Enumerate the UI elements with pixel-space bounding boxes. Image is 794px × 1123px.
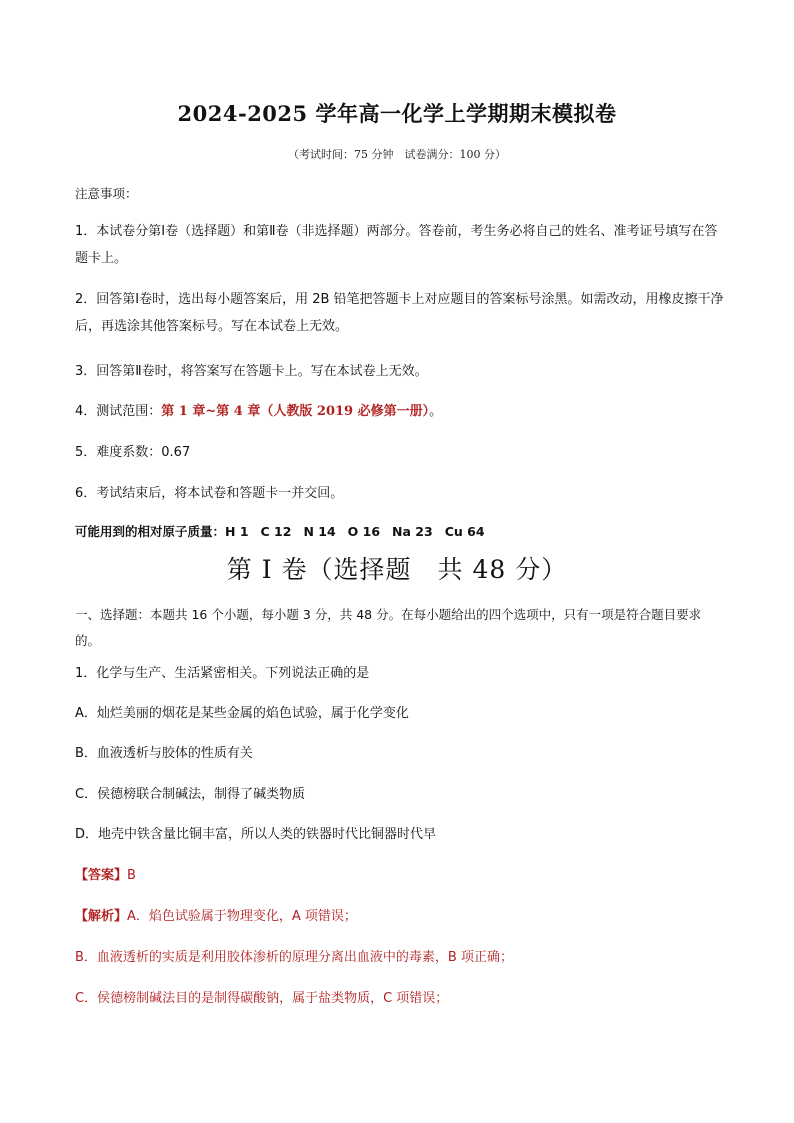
atomic-mass-cu: Cu 64 xyxy=(444,524,485,539)
analysis-text-1: A．焰色试验属于物理变化，A 项错误； xyxy=(127,909,357,924)
notice-item-1: 1．本试卷分第Ⅰ卷（选择题）和第Ⅱ卷（非选择题）两部分。答卷前，考生务必将自己的姓名、准考证号填写在答题卡上。 xyxy=(75,224,718,266)
notice-item-5: 5．难度系数：0.67 xyxy=(75,445,191,460)
question-1-option-c: C．侯德榜联合制碱法，制得了碱类物质 xyxy=(75,787,306,802)
notice-item-4 xyxy=(75,400,442,419)
test-scope: 第 1 章~第 4 章（人教版 2019 必修第一册） xyxy=(161,404,430,419)
question-1-analysis-line-2: B．血液透析的实质是利用胶体渗析的原理分离出血液中的毒素，B 项正确； xyxy=(75,950,513,965)
page-title: 2024-2025 学年高一化学上学期期末模拟卷 xyxy=(177,101,617,126)
question-1-option-a: A．灿烂美丽的烟花是某些金属的焰色试验，属于化学变化 xyxy=(75,706,409,721)
question-1-stem: 1．化学与生产、生活紧密相关。下列说法正确的是 xyxy=(75,666,370,681)
question-1-analysis-line-3: C．侯德榜制碱法目的是制得碳酸钠，属于盐类物质，C 项错误； xyxy=(75,991,449,1006)
atomic-mass-na: Na 23 xyxy=(392,524,433,539)
exam-subtitle: （考试时间：75 分钟 试卷满分：100 分） xyxy=(288,148,506,161)
notice-item-3: 3．回答第Ⅱ卷时，将答案写在答题卡上。写在本试卷上无效。 xyxy=(75,364,428,379)
atomic-mass-h: H 1 xyxy=(225,524,249,539)
answer-label: 【答案】 xyxy=(75,868,128,883)
notice-item-4-suffix: 。 xyxy=(429,404,443,419)
atomic-masses-label: 可能用到的相对原子质量： xyxy=(75,524,226,539)
question-1-answer xyxy=(75,864,136,883)
atomic-mass-c: C 12 xyxy=(260,524,292,539)
part-intro: 一、选择题：本题共 16 个小题，每小题 3 分，共 48 分。在每小题给出的四个选项中，只有一项是符合题目要求的。 xyxy=(75,607,702,648)
atomic-mass-n: N 14 xyxy=(303,524,336,539)
notice-item-4-prefix: 4．测试范围： xyxy=(75,404,162,419)
question-1-option-b: B．血液透析与胶体的性质有关 xyxy=(75,746,253,761)
question-1-analysis-line-1 xyxy=(75,905,357,924)
analysis-label: 【解析】 xyxy=(75,909,128,924)
atomic-mass-o: O 16 xyxy=(347,524,381,539)
question-1-option-d: D．地壳中铁含量比铜丰富，所以人类的铁器时代比铜器时代早 xyxy=(75,827,437,842)
section-title: 第 I 卷（选择题 共 48 分） xyxy=(226,555,568,584)
notice-item-2: 2．回答第Ⅰ卷时，选出每小题答案后，用 2B 铅笔把答题卡上对应题目的答案标号涂黑。如需改动，用橡皮擦干净后，再选涂其他答案标号。写在本试卷上无效。 xyxy=(75,292,724,334)
answer-value: B xyxy=(127,868,136,883)
atomic-masses xyxy=(75,522,485,540)
notice-item-6: 6．考试结束后，将本试卷和答题卡一并交回。 xyxy=(75,486,344,501)
notice-heading: 注意事项： xyxy=(75,186,138,201)
